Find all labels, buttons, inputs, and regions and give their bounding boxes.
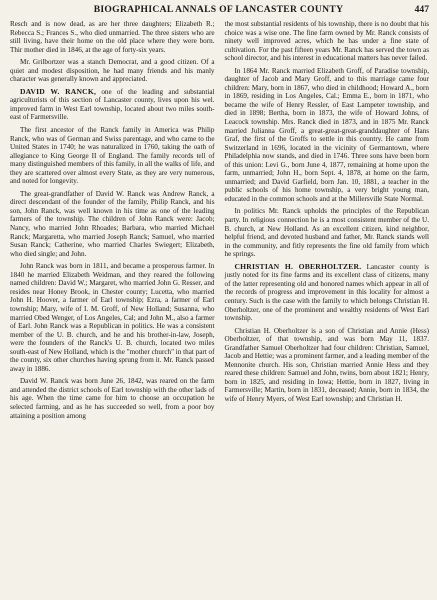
paragraph-text: In politics Mr. Ranck upholds the principles of the Republican party. In religious connection he is a most consistent member of the U. B. church, at New Holland. As an excellent citizen, kind neighbor, helpful friend, and devoted husband and father, Mr. Ranck stands well in the community, and fitly represents the fine old family from which he springs. — [224, 207, 429, 259]
paragraph-text: Lancaster county is justly noted for its fine farms and its excellent class of citizens, many of the latter representing old and honored names which appear in all of the records of progress and improvement in this locality for almost a century. Such is the case with the family to which belongs Christian H. Oberholtzer, one of the prominent and wealthy residents of West Earl township. — [224, 262, 429, 323]
paragraph — [10, 20, 215, 54]
paragraph — [10, 126, 215, 186]
paragraph — [10, 88, 215, 122]
paragraph — [225, 263, 430, 323]
running-title: BIOGRAPHICAL ANNALS OF LANCASTER COUNTY — [93, 4, 344, 15]
paragraph-text: The great-grandfather of David W. Ranck was Andrew Ranck, a direct descendant of the founder of the family, Philip Ranck, and his son, John Ranck, was well known in his time as one of the leading farmers of the township. The children of John Ranck were: Jacob; Nancy, who married John Rhoades; Barbara, who married Michael Ranck; Margaretta, who married Joseph Ranck; Samuel, who married Susan Ranck; Catherine, who married Charles Swiegert; Elizabeth, who died single; and John. — [10, 189, 215, 258]
paragraph-text: Christian H. Oberholtzer is a son of Christian and Annie (Hess) Oberholtzer, of that township, and was born May 11, 1837. Grandfather Samuel Oberholtzer had four children: Christian, Samuel, Jacob and Hettie; was a prominent farmer, and a leading member of the Mennonite church. His son, Christian married Annie Hess and they reared these children: Samuel and John, twins, born about 1821; Henry, born in 1825, and residing in Iowa; Hettie, born in 1827, living in Farmersville; Martin, born in 1831, deceased; Annie, born in 1834, the wife of Henry Myers, of West Earl township; and Christian H. — [224, 326, 429, 403]
paragraph — [225, 207, 430, 258]
paragraph — [10, 58, 215, 84]
paragraph-text: John Ranck was born in 1811, and became a prosperous farmer. In 1840 he married Elizabeth Weidman, and they reared the following named children: David W.; Margaret, who married John G. Resser, and resides near Honey Brook, in Chester county; Lucetta, who married John H. Hoover, a farmer of Earl township; Ezra, a farmer of Earl township; Mary, wife of I. M. Groff, of New Holland; Susanna, who married Obed Wenger, of Los Angeles, Cal; and John M., also a farmer of Earl. John Ranck was a Republican in politics. He was a consistent member of the U. B. church, and he and his brother-in-law, Joseph, were the founders of the Ranck's U. B. church, located two miles south-east of New Holland, which is the "mother church" in that part of the county, six other churches having sprung from it. Mr. Ranck passed away in 1886. — [10, 262, 215, 373]
paragraph-text: Mr. Grilbortzer was a stanch Democrat, and a good citizen. Of a quiet and modest disposition, he had many friends and his manly character was generally known and appreciated. — [10, 58, 215, 84]
paragraph-text: Resch and is now dead, as are her three daughters; Elizabeth R.; Rebecca S.; Frances S., who died unmarried. The three sisters who are still living, have their home on the old place where they were born. Thir mother died in 1846, at the age of forty-six years. — [10, 20, 215, 54]
biography-heading: CHRISTIAN H. OBERHOLTZER. — [234, 261, 362, 271]
text-columns — [10, 20, 429, 420]
paragraph — [225, 327, 430, 404]
paragraph-text: one of the leading and substantial agriculturists of this section of Lancaster county, lives upon his wel. improved farm in West Earl township, located about two miles south-east of Farmersville. — [10, 87, 215, 122]
paragraph — [10, 190, 215, 258]
paragraph — [10, 377, 215, 420]
right-column — [225, 20, 430, 420]
page-number: 447 — [414, 4, 429, 15]
paragraph — [225, 67, 430, 204]
paragraph-text: In 1864 Mr. Ranck married Elizabeth Groff, of Paradise township, daughter of Jacob and Mary Groff, and to this marriage came four children: Mary, born in 1867, who died in childhood; Howard A., born in 1869, residing in Los Angeles, Cal.; Emma E., born in 1871, who became the wife of Henry Ressler, of East Lampeter township, and died in 1898; Bertha, born in 1873, the wife of Howard Johns, of Leacock township. Mrs. Ranck died in 1873, and in 1875 Mr. Ranck married Julianna Groff, a great-great-great-granddaughter of Hans Graf, the first of the Groffs to settle in this country. He came from Switzerland in 1696, located in the vicinity of Germantown, where Philadelphia now stands, and died in 1746. Three sons have been born of this union: Levi G., born June 4, 1877, remaining at home upon the farm, unmarried; John H., born Sept. 4, 1878, at home on the farm, unmarried; and David Garfield, born Jan. 10, 1881, a teacher in the public schools of his home township, a very bright young man, educated in the common schools and at the Millersville State Normal. — [224, 66, 429, 203]
paragraph — [225, 20, 430, 63]
biography-heading: DAVID W. RANCK, — [20, 86, 97, 96]
running-header — [10, 4, 429, 18]
paragraph-text: the most substantial residents of his township, there is no doubt that his choice was a wise one. The fine farm owned by Mr. Ranck consists of ninety well improved acres, which he has under a fine state of cultivation. For the past fifteen years Mr. Ranck has served the town as school director, and his interest in educational matters has never failed. — [224, 20, 429, 63]
paragraph-text: David W. Ranck was born June 26, 1842, was reared on the farm and attended the district schools of Earl township with the other lads of his age. When the time came for him to choose an occupation he selected farming, and as he has succeeded so well, from a poor boy attaining a position among — [10, 377, 215, 420]
paragraph-text: The first ancestor of the Ranck family in America was Philip Ranck, who was of German and Swiss parentage, and who came to the United States in 1740; he was naturalized in 1760, taking the oath of allegiance to King George II of England. The family records tell of many distinguished members of this family, in all the walks of life, and they are scattered over almost every State, as they are very numerous, and noted for longevity. — [10, 126, 215, 186]
left-column — [10, 20, 215, 420]
paragraph — [10, 262, 215, 373]
